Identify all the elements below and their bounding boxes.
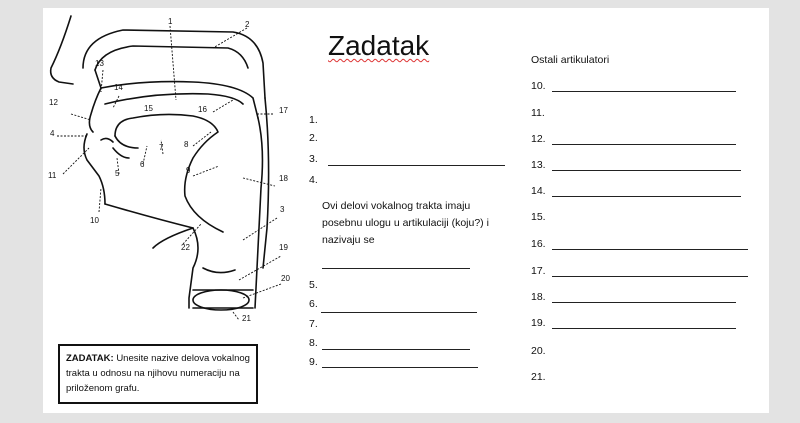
answer-line-13[interactable]	[552, 170, 741, 171]
task-instructions-box	[58, 344, 258, 404]
page-title: Zadatak	[328, 30, 430, 61]
diagram-label-10: 10	[90, 216, 99, 225]
middle-item-5: 5.	[309, 279, 318, 291]
right-item-10: 10.	[531, 80, 546, 92]
right-item-19: 19.	[531, 317, 546, 329]
diagram-label-11: 11	[48, 171, 57, 180]
task-label: ZADATAK:	[66, 353, 114, 364]
right-column-heading: Ostali artikulatori	[531, 54, 610, 66]
right-item-16: 16.	[531, 238, 546, 250]
diagram-label-8: 8	[184, 140, 189, 149]
worksheet	[43, 8, 769, 413]
diagram-label-17: 17	[279, 106, 288, 115]
right-item-18: 18.	[531, 291, 546, 303]
diagram-label-3: 3	[280, 205, 285, 214]
diagram-label-16: 16	[198, 105, 207, 114]
right-item-14: 14.	[531, 185, 546, 197]
middle-item-4: 4.	[309, 174, 318, 186]
middle-item-3: 3.	[309, 153, 318, 165]
diagram-label-14: 14	[114, 83, 123, 92]
diagram-label-21: 21	[242, 314, 251, 323]
diagram-label-4: 4	[50, 129, 55, 138]
answer-line-10[interactable]	[552, 91, 736, 92]
diagram-label-19: 19	[279, 243, 288, 252]
middle-item-7: 7.	[309, 318, 318, 330]
answer-line-16[interactable]	[552, 249, 748, 250]
diagram-label-12: 12	[49, 98, 58, 107]
right-item-17: 17.	[531, 265, 546, 277]
diagram-label-15: 15	[144, 104, 153, 113]
diagram-label-7: 7	[159, 143, 164, 152]
right-item-20: 20.	[531, 345, 546, 357]
diagram-label-20: 20	[281, 274, 290, 283]
diagram-label-5: 5	[115, 169, 120, 178]
middle-item-6: 6.	[309, 298, 318, 310]
right-item-21: 21.	[531, 371, 546, 383]
answer-line-14[interactable]	[552, 196, 741, 197]
middle-item-9: 9.	[309, 356, 318, 368]
diagram-label-13: 13	[95, 59, 104, 68]
right-item-15: 15.	[531, 211, 546, 223]
right-item-12: 12.	[531, 133, 546, 145]
right-item-11: 11.	[531, 107, 545, 119]
diagram-label-18: 18	[279, 174, 288, 183]
answer-line-6[interactable]	[321, 312, 477, 313]
answer-line-19[interactable]	[552, 328, 736, 329]
task-text: Unesite nazive delova vokalnog trakta u odnosu na njihovu numeraciju na priloženom grafu.	[66, 353, 250, 394]
instruction-paragraph: Ovi delovi vokalnog trakta imaju posebnu ulogu u artikulaciji (koju?) i nazivaju se	[322, 200, 489, 246]
vocal-tract-diagram	[43, 8, 323, 413]
answer-line-paragraph[interactable]	[322, 268, 470, 269]
diagram-label-22: 22	[181, 243, 190, 252]
diagram-label-1: 1	[168, 17, 173, 26]
diagram-label-6: 6	[140, 160, 145, 169]
answer-line-12[interactable]	[552, 144, 736, 145]
diagram-label-9: 9	[186, 166, 191, 175]
middle-item-1: 1.	[309, 114, 318, 126]
answer-line-8[interactable]	[322, 349, 470, 350]
answer-line-18[interactable]	[552, 302, 736, 303]
middle-item-8: 8.	[309, 337, 318, 349]
diagram-label-2: 2	[245, 20, 250, 29]
answer-line-9[interactable]	[322, 367, 478, 368]
answer-line-3[interactable]	[328, 165, 505, 166]
answer-line-17[interactable]	[552, 276, 748, 277]
right-item-13: 13.	[531, 159, 546, 171]
middle-item-2: 2.	[309, 132, 318, 144]
